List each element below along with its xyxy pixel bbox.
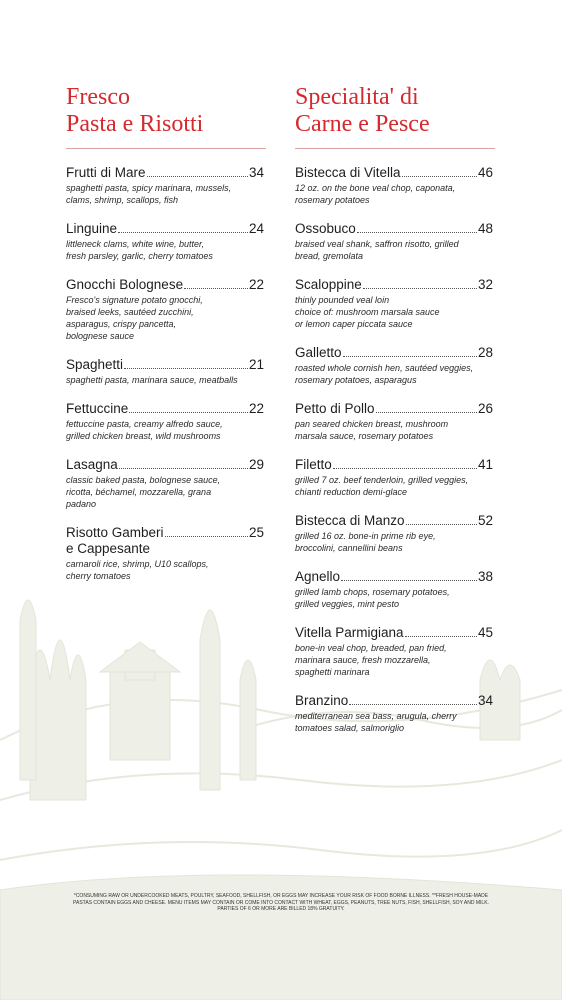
item-description: carnaroli rice, shrimp, U10 scallops, cherry tomatoes	[66, 559, 209, 581]
item-name: Risotto Gamberi e Cappesante	[66, 525, 164, 556]
item-name: Scaloppine	[295, 277, 362, 292]
dot-leader	[184, 288, 248, 289]
item-description: 12 oz. on the bone veal chop, caponata, rosemary potatoes	[295, 183, 456, 205]
item-description: spaghetti pasta, spicy marinara, mussels, clams, shrimp, scallops, fish	[66, 183, 232, 205]
dot-leader	[402, 176, 477, 177]
item-price: 34	[477, 693, 493, 708]
menu-item	[295, 569, 495, 610]
item-price: 25	[248, 525, 264, 540]
dot-leader	[119, 468, 248, 469]
item-name: Spaghetti	[66, 357, 124, 372]
section-title-carne-pesce: Specialita' di Carne e Pesce	[295, 84, 430, 137]
menu-item	[295, 277, 495, 330]
item-price: 32	[477, 277, 493, 292]
item-description: pan seared chicken breast, mushroom marsala sauce, rosemary potatoes	[295, 419, 449, 441]
dot-leader	[341, 580, 477, 581]
item-name: Petto di Pollo	[295, 401, 375, 416]
item-price: 38	[477, 569, 493, 584]
item-price: 46	[477, 165, 493, 180]
item-name: Fettuccine	[66, 401, 129, 416]
item-price: 22	[248, 401, 264, 416]
dot-leader	[363, 288, 477, 289]
menu-item	[295, 457, 495, 498]
menu-item	[295, 513, 495, 554]
dot-leader	[376, 412, 477, 413]
menu-item	[66, 221, 266, 262]
item-name: Ossobuco	[295, 221, 356, 236]
item-name: Filetto	[295, 457, 332, 472]
section-divider	[66, 148, 266, 149]
item-name: Bistecca di Vitella	[295, 165, 401, 180]
section-title-pasta-risotti: Fresco Pasta e Risotti	[66, 84, 204, 137]
item-name: Linguine	[66, 221, 118, 236]
item-price: 22	[248, 277, 264, 292]
menu-item	[295, 345, 495, 386]
item-name: Vitella Parmigiana	[295, 625, 404, 640]
menu-item	[66, 277, 266, 342]
menu-item	[295, 165, 495, 206]
dot-leader	[124, 368, 248, 369]
dot-leader	[333, 468, 477, 469]
item-price: 28	[477, 345, 493, 360]
item-name: Bistecca di Manzo	[295, 513, 405, 528]
menu-item	[66, 525, 266, 582]
item-price: 41	[477, 457, 493, 472]
dot-leader	[405, 636, 477, 637]
dot-leader	[357, 232, 477, 233]
item-name: Agnello	[295, 569, 341, 584]
dot-leader	[343, 356, 477, 357]
section-divider	[295, 148, 495, 149]
menu-item	[295, 221, 495, 262]
item-description: grilled 7 oz. beef tenderloin, grilled veggies, chianti reduction demi-glace	[295, 475, 469, 497]
menu-item	[66, 401, 266, 442]
item-description: fettuccine pasta, creamy alfredo sauce, grilled chicken breast, wild mushrooms	[66, 419, 223, 441]
dot-leader	[165, 536, 248, 537]
item-description: littleneck clams, white wine, butter, fresh parsley, garlic, cherry tomatoes	[66, 239, 213, 261]
item-price: 21	[248, 357, 264, 372]
item-name: Gnocchi Bolognese	[66, 277, 184, 292]
menu-item	[66, 165, 266, 206]
menu-item-list	[66, 165, 266, 582]
allergen-disclaimer: *CONSUMING RAW OR UNDERCOOKED MEATS, POULTRY, SEAFOOD, SHELLFISH, OR EGGS MAY INCREASE YOUR RISK OF FOOD BORNE ILLNESS. **FRESH HOUSE-MADE PASTAS CONTAIN EGGS AND CHEESE. MENU ITEMS MAY CONTAIN OR COME INTO CONTACT WITH WHEAT, EGGS, PEANUTS, TREE NUTS, FISH, SHELLFISH, SOY AND MILK. PARTIES OF 6 OR MORE ARE BILLED 18% GRATUITY.	[73, 893, 489, 912]
item-price: 24	[248, 221, 264, 236]
item-description: grilled 16 oz. bone-in prime rib eye, broccolini, cannellini beans	[295, 531, 436, 553]
carne-pesce-column	[295, 84, 495, 749]
dot-leader	[118, 232, 248, 233]
item-description: classic baked pasta, bolognese sauce, ricotta, béchamel, mozzarella, grana padano	[66, 475, 221, 509]
item-price: 26	[477, 401, 493, 416]
item-description: Fresco's signature potato gnocchi, braised leeks, sautéed zucchini, asparagus, crispy pancetta, bolognese sauce	[66, 295, 203, 341]
item-price: 48	[477, 221, 493, 236]
pasta-risotti-column	[66, 84, 266, 597]
menu-item	[295, 693, 495, 734]
menu-item	[295, 401, 495, 442]
item-description: braised veal shank, saffron risotto, grilled bread, gremolata	[295, 239, 459, 261]
menu-item-list	[295, 165, 495, 734]
menu-item	[295, 625, 495, 678]
item-description: thinly pounded veal loin choice of: mushroom marsala sauce or lemon caper piccata sauce	[295, 295, 440, 329]
item-price: 34	[248, 165, 264, 180]
dot-leader	[349, 704, 477, 705]
item-description: mediterranean sea bass, arugula, cherry tomatoes salad, salmoriglio	[295, 711, 457, 733]
item-price: 45	[477, 625, 493, 640]
item-name: Frutti di Mare	[66, 165, 146, 180]
item-name: Lasagna	[66, 457, 118, 472]
item-description: grilled lamb chops, rosemary potatoes, grilled veggies, mint pesto	[295, 587, 450, 609]
item-price: 29	[248, 457, 264, 472]
item-name: Branzino	[295, 693, 349, 708]
item-description: roasted whole cornish hen, sautéed veggies, rosemary potatoes, asparagus	[295, 363, 474, 385]
item-description: bone-in veal chop, breaded, pan fried, marinara sauce, fresh mozzarella, spaghetti marinara	[295, 643, 447, 677]
item-description: spaghetti pasta, marinara sauce, meatballs	[66, 375, 238, 385]
menu-item	[66, 457, 266, 510]
item-name: Galletto	[295, 345, 342, 360]
menu-item	[66, 357, 266, 386]
dot-leader	[147, 176, 248, 177]
item-price: 52	[477, 513, 493, 528]
dot-leader	[129, 412, 248, 413]
dot-leader	[406, 524, 477, 525]
